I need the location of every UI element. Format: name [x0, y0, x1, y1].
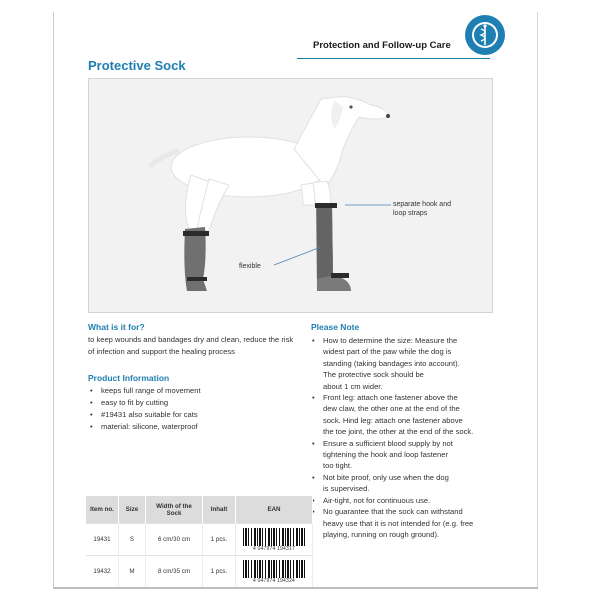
list-item: • #19431 also suitable for cats	[88, 409, 298, 421]
size-table	[86, 496, 313, 587]
please-note-heading: Please Note	[311, 322, 360, 332]
list-item: • Not bite proof, only use when the dog is supervised.	[311, 472, 511, 495]
ean-number: 4 047974 194317	[253, 545, 295, 552]
cell-item-no: 19431	[86, 524, 119, 556]
what-is-it-for-text: to keep wounds and bandages dry and clean, reduce the risk of infection and support the healing process	[88, 335, 294, 356]
section-title: Protection and Follow-up Care	[313, 40, 451, 51]
cell-width: 8 cm/35 cm	[146, 556, 203, 588]
cell-width: 6 cm/30 cm	[146, 524, 203, 556]
col-ean: EAN	[236, 496, 313, 524]
cell-ean	[236, 556, 313, 588]
barcode-icon	[243, 560, 305, 584]
vet-badge-icon	[464, 14, 506, 56]
callout-straps: separate hook and loop straps	[393, 201, 451, 217]
list-item: • Ensure a sufficient blood supply by not tightening the hook and loop fastener too tight.	[311, 438, 511, 472]
what-is-it-for-heading: What is it for?	[88, 322, 145, 332]
cell-size: M	[119, 556, 146, 588]
cell-inhalt: 1 pcs.	[203, 556, 236, 588]
callout-flexible: flexible	[239, 263, 261, 270]
col-size: Size	[119, 496, 146, 524]
header-rule	[297, 58, 490, 59]
barcode-icon	[243, 528, 305, 552]
table-row	[86, 524, 313, 556]
list-item: • material: silicone, waterproof	[88, 421, 298, 433]
list-item: • Air-tight, not for continuous use.	[311, 495, 511, 506]
product-information-heading: Product Information	[88, 373, 170, 383]
table-header-row	[86, 496, 313, 524]
product-information-list	[88, 385, 298, 433]
list-item: • Front leg: attach one fastener above the dew claw, the other one at the end of the sock. Hind leg: attach one fastener above the toe joint, the other at the end of the sock.	[311, 392, 511, 438]
cell-ean	[236, 524, 313, 556]
dog-illustration	[89, 79, 492, 312]
product-photo	[88, 78, 493, 313]
cell-item-no: 19432	[86, 556, 119, 588]
page-edge	[537, 12, 538, 587]
table-row	[86, 556, 313, 588]
ean-number: 4 047974 194324	[253, 577, 295, 584]
cell-inhalt: 1 pcs.	[203, 524, 236, 556]
please-note-list	[311, 335, 511, 540]
col-item-no: Item no.	[86, 496, 119, 524]
list-item: • How to determine the size: Measure the widest part of the paw while the dog is standing (taking bandages into account). The protective sock should be about 1 cm wider.	[311, 335, 511, 392]
list-item: • easy to fit by cutting	[88, 397, 298, 409]
col-width: Width of the Sock	[146, 496, 203, 524]
col-inhalt: Inhalt	[203, 496, 236, 524]
product-title: Protective Sock	[88, 58, 186, 73]
cell-size: S	[119, 524, 146, 556]
list-item: • No guarantee that the sock can withstand heavy use that it is not intended for (e.g. free playing, running on rough ground).	[311, 506, 511, 540]
list-item: • keeps full range of movement	[88, 385, 298, 397]
